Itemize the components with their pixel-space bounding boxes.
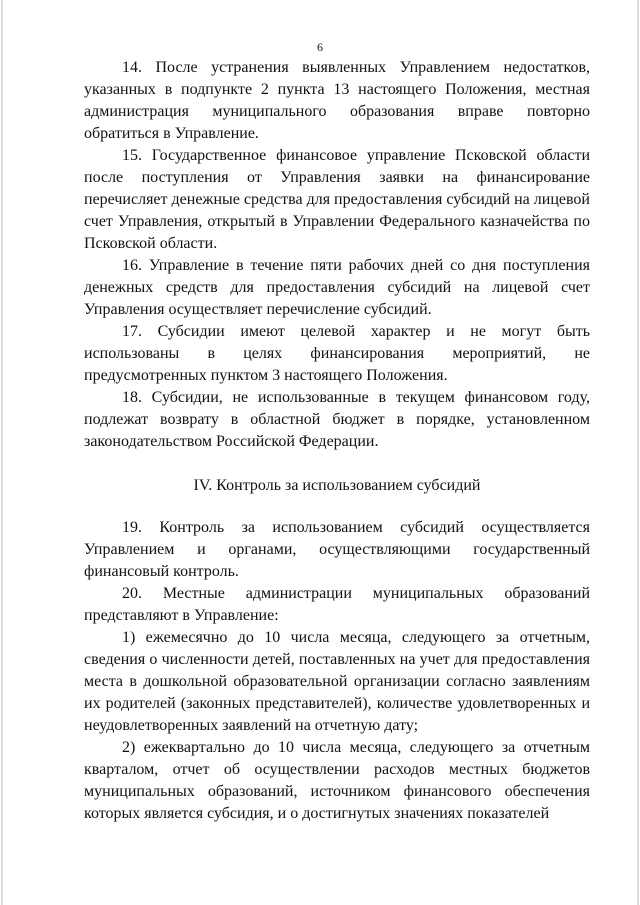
section-heading: IV. Контроль за использованием субсидий [193,477,481,494]
paragraph-20: 20. Местные администрации муниципальных образований представляют в Управление: [84,585,590,624]
paragraph-17: 17. Субсидии имеют целевой характер и не могут быть использованы в целях финансирования мероприятий, не предусмотренных пунктом 3 настоящего Положения. [84,323,590,384]
scan-edge-left [1,0,3,905]
paragraph-19: 19. Контроль за использованием субсидий осуществляется Управлением и органами, осуществляющими государственный финансовый контроль. [84,519,590,580]
paragraph-15: 15. Государственное финансовое управление Псковской области после поступления от Управления заявки на финансирование перечисляет денежные средства для предоставления субсидий на лицевой счет Управления, открытый в Управлении Федерального казначейства по Псковской области. [84,147,590,252]
paragraph-14: 14. После устранения выявленных Управлением недостатков, указанных в подпункте 2 пункта 13 настоящего Положения, местная администрация муниципального образования вправе повторно обратиться в Управление. [84,59,590,142]
scan-edge-right [637,0,639,905]
paragraph-18: 18. Субсидии, не использованные в текущем финансовом году, подлежат возврату в областной бюджет в порядке, установленном законодательством Российской Федерации. [84,389,590,450]
paragraph-20-item-2: 2) ежеквартально до 10 числа месяца, следующего за отчетным кварталом, отчет об осуществлении расходов местных бюджетов муниципальных образований, источником финансового обеспечения которых является субсидия, и о достигнутых значениях показателей [84,739,590,822]
document-body [84,57,590,825]
paragraph-16: 16. Управление в течение пяти рабочих дней со дня поступления денежных средств для предоставления субсидий на лицевой счет Управления осуществляет перечисление субсидий. [84,257,590,318]
paragraph-20-item-1: 1) ежемесячно до 10 числа месяца, следующего за отчетным, сведения о численности детей, поставленных на учет для предоставления места в дошкольной образовательной организации согласно заявлениям их родителей (законных представителей), количестве удовлетворенных и неудовлетворенных заявлений на отчетную дату; [84,629,590,734]
page-number: 6 [317,40,323,54]
